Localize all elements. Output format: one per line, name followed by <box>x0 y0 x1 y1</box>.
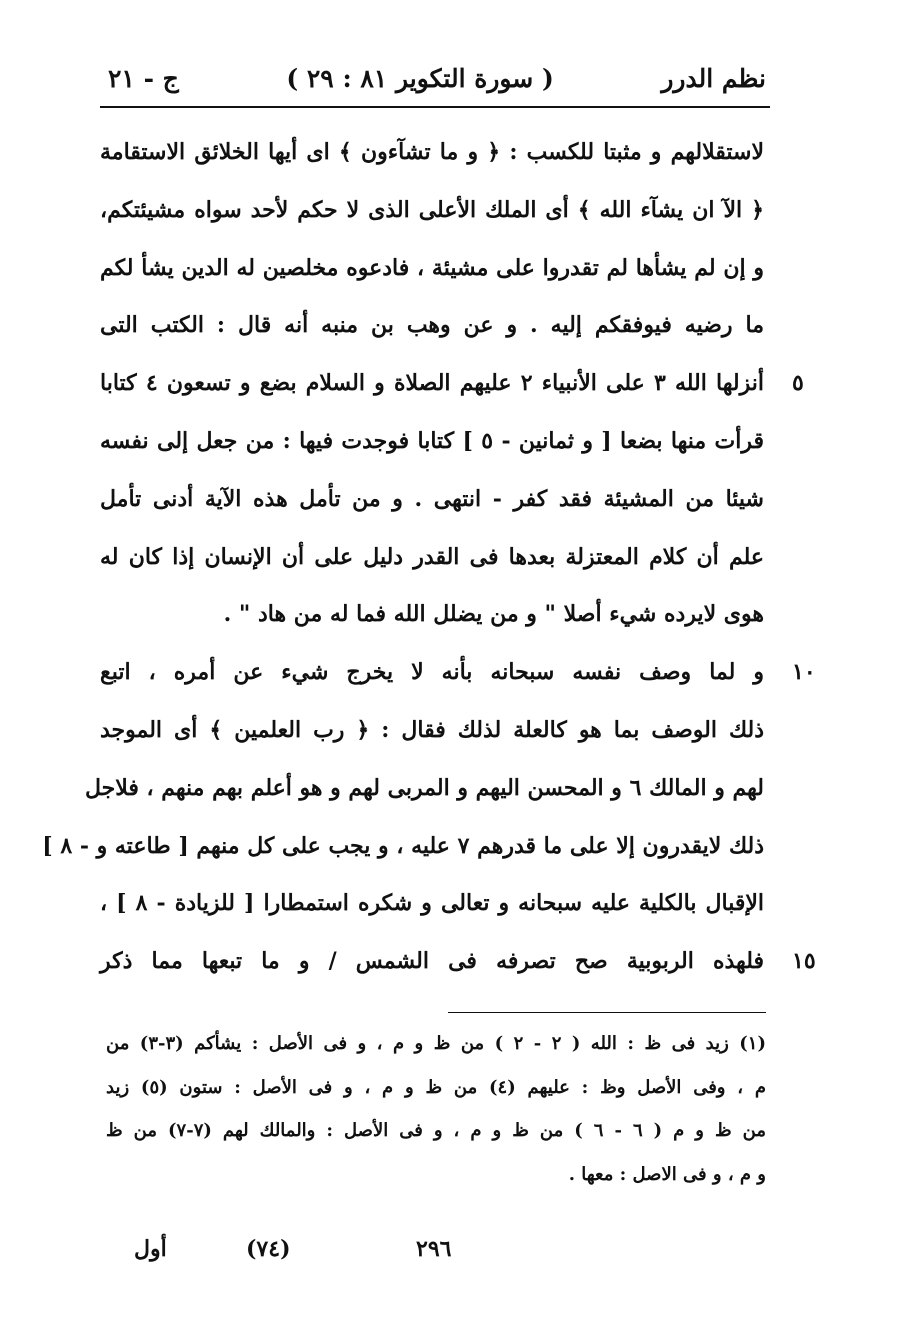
page-number: ٢٩٦ <box>416 1236 452 1262</box>
line-number: ١٥ <box>792 948 816 975</box>
text-line: الإقبال بالكلية عليه سبحانه و تعالى و شكره استمطارا [ للزيادة - ٨ ] ، <box>100 890 765 917</box>
footnote-line: م ، وفى الأصل وظ : عليهم (٤) من ظ و م ، و فى الأصل : ستون (٥) زيد <box>106 1076 766 1098</box>
text-line: قرأت منها بضعا [ و ثمانين - ٥ ] كتابا فوجدت فيها : من جعل إلى نفسه <box>100 427 764 454</box>
sheet-number: (٧٤) <box>246 1236 291 1262</box>
text-line: ١٠ و لما وصف نفسه سبحانه بأنه لا يخرج شيء عن أمره ، اتبع <box>100 644 764 702</box>
line-number: ١٠ <box>792 659 816 686</box>
surah-reference: ( سورة التكوير ٨١ : ٢٩ ) <box>286 63 554 93</box>
text-line: ٥ أنزلها الله ٣ على الأنبياء ٢ عليهم الصلاة و السلام بضع و تسعون ٤ كتابا <box>100 355 764 413</box>
text-line: لاستقلالهم و مثبتا للكسب : ﴿ و ما تشآءون ﴾ اى أيها الخلائق الاستقامة <box>100 139 764 165</box>
signature-mark: أول <box>134 1236 167 1262</box>
line-number: ٥ <box>792 370 804 397</box>
volume-label: ج - ٢١ <box>108 63 179 93</box>
footnote-line: (١) زيد فى ظ : الله ( ٢ - ٢ ) من ظ و م ، و فى الأصل : يشأكم (٣-٣) من <box>106 1033 766 1054</box>
text-line: ١٥ فلهذه الربوبية صح تصرفه فى الشمس / و ما تبعها مما ذكر <box>100 933 764 991</box>
text-line: شيئا من المشيئة فقد كفر - انتهى . و من تأمل هذه الآية أدنى تأمل <box>100 485 764 512</box>
text-line: لهم و المالك ٦ و المحسن اليهم و المربى لهم و هو أعلم بهم منهم ، فلاجل <box>84 774 764 801</box>
text-line: و إن لم يشأها لم تقدروا على مشيئة ، فادعوه مخلصين له الدين يشأ لكم <box>100 254 764 281</box>
running-header <box>108 60 766 96</box>
text-line: ﴿ الآ ان يشآء الله ﴾ أى الملك الأعلى الذى لا حكم لأحد سواه مشيئتكم، <box>100 196 764 223</box>
main-text <box>42 124 816 991</box>
text-line: ما رضيه فيوفقكم إليه . و عن وهب بن منبه أنه قال : الكتب التى <box>100 312 764 339</box>
text-line: علم أن كلام المعتزلة بعدها فى القدر دليل على أن الإنسان إذا كان له <box>100 543 764 570</box>
book-title: نظم الدرر <box>661 63 766 93</box>
text-line: ذلك الوصف بما هو كالعلة لذلك فقال : ﴿ رب العلمين ﴾ أى الموجد <box>100 716 764 743</box>
header-rule <box>100 106 770 108</box>
text-line: ذلك لايقدرون إلا على ما قدرهم ٧ عليه ، و يجب على كل منهم [ طاعته و - ٨ ] <box>42 832 764 859</box>
footnote-rule <box>448 1012 766 1013</box>
text-line: هوى لايرده شيء أصلا " و من يضلل الله فما له من هاد " . <box>223 601 764 628</box>
footnote-line: و م ، و فى الاصل : معها . <box>568 1163 766 1185</box>
footnote-line: من ظ و م ( ٦ - ٦ ) من ظ و م ، و فى الأصل : والمالك لهم (٧-٧) من ظ <box>106 1120 766 1141</box>
footnotes <box>106 1022 766 1196</box>
